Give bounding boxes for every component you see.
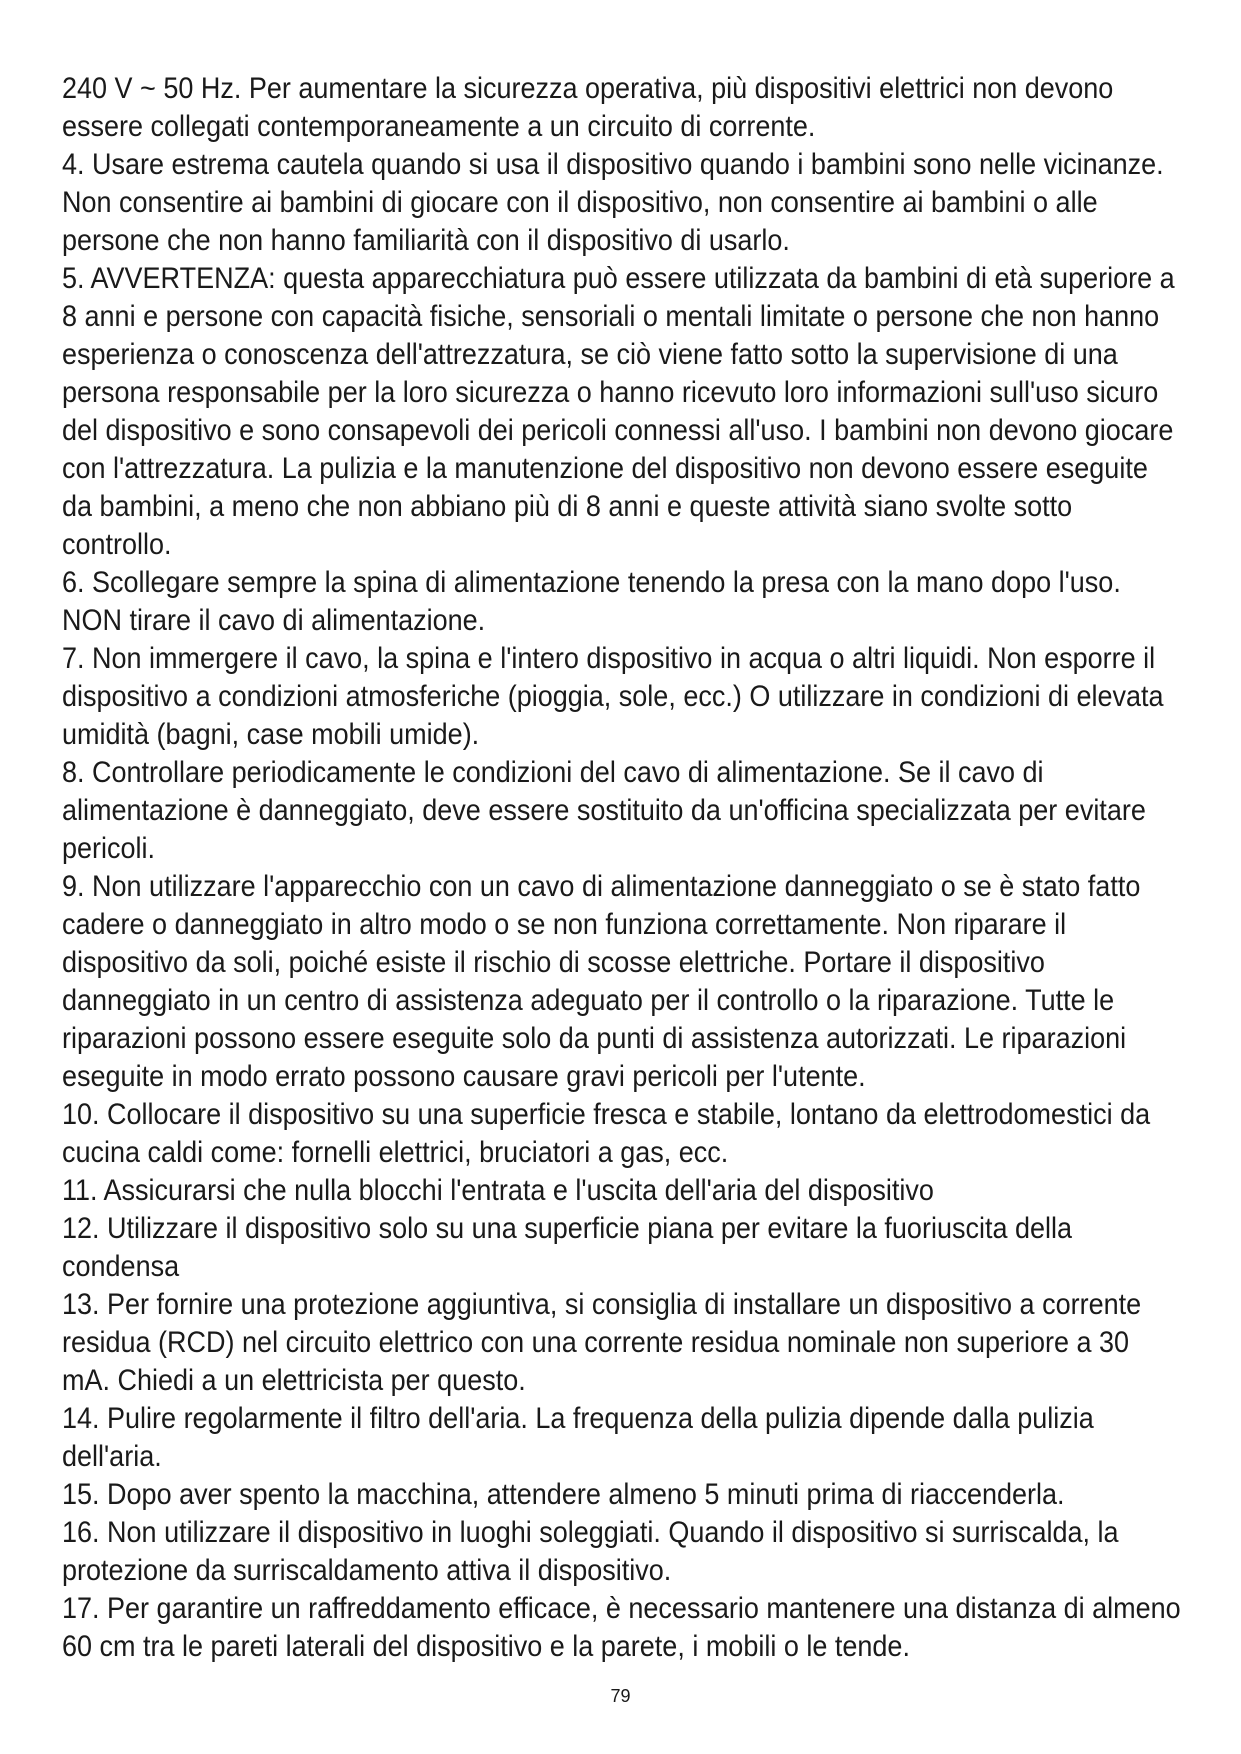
paragraph-item-7: 7. Non immergere il cavo, la spina e l'intero dispositivo in acqua o altri liquidi. Non esporre il dispositivo a condizioni atmosferiche (pioggia, sole, ecc.) O utilizzare in condizioni di elevata umidità (bagni, case mobili umide). — [62, 642, 1164, 751]
paragraph-item-6: 6. Scollegare sempre la spina di alimentazione tenendo la presa con la mano dopo l'uso. NON tirare il cavo di alimentazione. — [62, 566, 1121, 637]
paragraph-item-4: 4. Usare estrema cautela quando si usa il dispositivo quando i bambini sono nelle vicinanze. Non consentire ai bambini di giocare con il dispositivo, non consentire ai bambini o alle persone che non hanno familiarità con il dispositivo di usarlo. — [62, 148, 1164, 257]
paragraph-item-10: 10. Collocare il dispositivo su una superficie fresca e stabile, lontano da elettrodomestici da cucina caldi come: fornelli elettrici, bruciatori a gas, ecc. — [62, 1098, 1151, 1169]
paragraph-item-11: 11. Assicurarsi che nulla blocchi l'entrata e l'uscita dell'aria del dispositivo — [62, 1174, 934, 1207]
paragraph-item-12: 12. Utilizzare il dispositivo solo su una superficie piana per evitare la fuoriuscita della condensa — [62, 1212, 1073, 1283]
paragraph-item-15: 15. Dopo aver spento la macchina, attendere almeno 5 minuti prima di riaccenderla. — [62, 1478, 1065, 1511]
paragraph-item-5: 5. AVVERTENZA: questa apparecchiatura può essere utilizzata da bambini di età superiore a 8 anni e persone con capacità fisiche, sensoriali o mentali limitate o persone che non hanno esperienza o conoscenza dell'attrezzatura, se ciò viene fatto sotto la supervisione di una persona responsabile per la loro sicurezza o hanno ricevuto loro informazioni sull'uso sicuro del dispositivo e sono consapevoli dei pericoli connessi all'uso. I bambini non devono giocare con l'attrezzatura. La pulizia e la manutenzione del dispositivo non devono essere eseguite da bambini, a meno che non abbiano più di 8 anni e queste attività siano svolte sotto controllo. — [62, 262, 1175, 561]
paragraph-item-13: 13. Per fornire una protezione aggiuntiva, si consiglia di installare un dispositivo a corrente residua (RCD) nel circuito elettrico con una corrente residua nominale non superiore a 30 mA. Chiedi a un elettricista per questo. — [62, 1288, 1142, 1397]
paragraph-item-9: 9. Non utilizzare l'apparecchio con un cavo di alimentazione danneggiato o se è stato fatto cadere o danneggiato in altro modo o se non funziona correttamente. Non riparare il dispositivo da soli, poiché esiste il rischio di scosse elettriche. Portare il dispositivo danneggiato in un centro di assistenza adeguato per il controllo o la riparazione. Tutte le riparazioni possono essere eseguite solo da punti di assistenza autorizzati. Le riparazioni eseguite in modo errato possono causare gravi pericoli per l'utente. — [62, 870, 1141, 1093]
paragraph-item-8: 8. Controllare periodicamente le condizioni del cavo di alimentazione. Se il cavo di alimentazione è danneggiato, deve essere sostituito da un'officina specializzata per evitare pericoli. — [62, 756, 1146, 865]
paragraph-item-16: 16. Non utilizzare il dispositivo in luoghi soleggiati. Quando il dispositivo si surriscalda, la protezione da surriscaldamento attiva il dispositivo. — [62, 1516, 1119, 1587]
document-body — [62, 70, 1183, 1666]
page-number: 79 — [610, 1686, 631, 1706]
paragraph-continuation: 240 V ~ 50 Hz. Per aumentare la sicurezza operativa, più dispositivi elettrici non devono essere collegati contemporaneamente a un circuito di corrente. — [62, 72, 1114, 143]
paragraph-item-14: 14. Pulire regolarmente il filtro dell'aria. La frequenza della pulizia dipende dalla pulizia dell'aria. — [62, 1402, 1094, 1473]
paragraph-item-17: 17. Per garantire un raffreddamento efficace, è necessario mantenere una distanza di almeno 60 cm tra le pareti laterali del dispositivo e la parete, i mobili o le tende. — [62, 1592, 1181, 1663]
